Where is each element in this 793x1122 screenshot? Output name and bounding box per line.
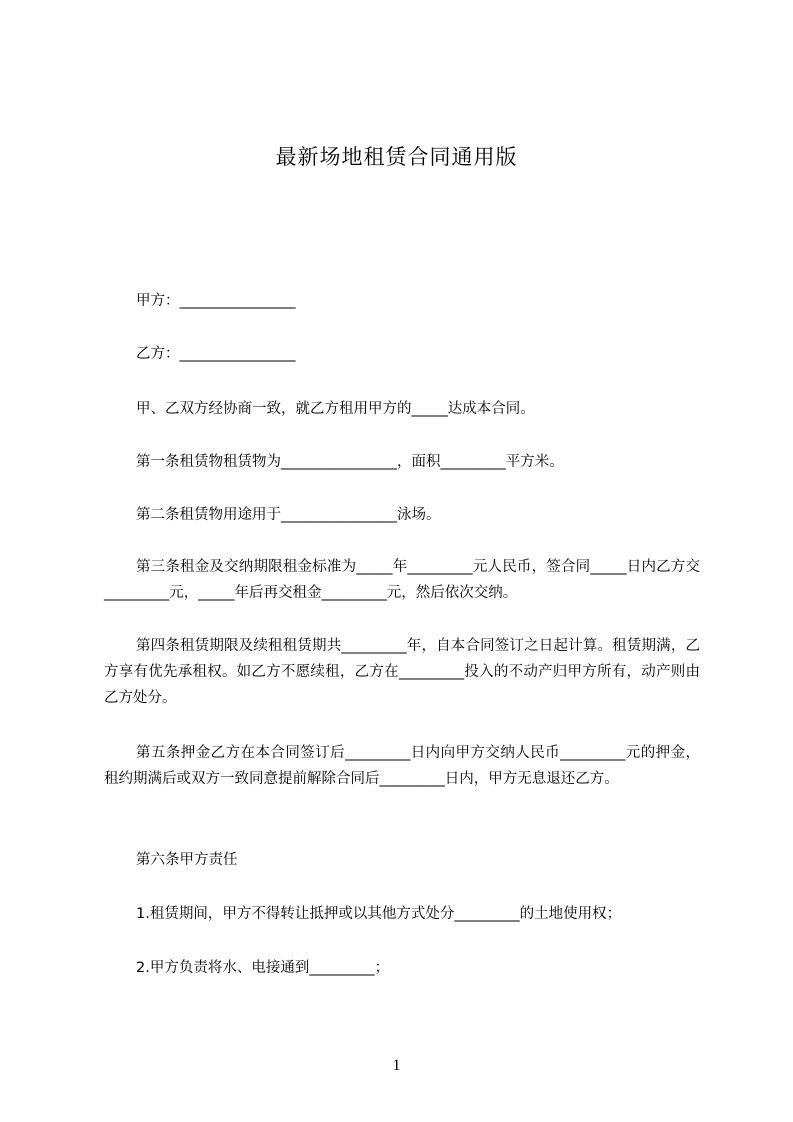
article-1-paragraph: 第一条租赁物租赁物为________________，面积_________平方米。 [136,454,564,470]
article-6-item-1: 1.租赁期间，甲方不得转让抵押或以其他方式处分_________的土地使用权； [136,906,622,922]
party-a-line: 甲方：________________ [136,293,296,309]
article-2-paragraph: 第二条租赁物用途用于________________泳场。 [136,507,441,523]
page-title: 最新场地租赁合同通用版 [275,145,518,169]
party-b-line: 乙方：________________ [136,346,296,362]
article-4-paragraph: 第四条租赁期限及续租租赁期共_________年，自本合同签订之日起计算。租赁期满，乙方享有优先承租权。如乙方不愿续租，乙方在_________投入的不动产归甲方所有，动产则由乙方处分。 [104,638,700,706]
page-number: 1 [392,1057,401,1074]
article-6-item-2: 2.甲方负责将水、电接通到_________； [136,960,390,976]
article-6-heading: 第六条甲方责任 [136,852,238,868]
article-3-paragraph: 第三条租金及交纳期限租金标准为_____年_________元人民币，签合同_____日内乙方交_________元，_____年后再交租金_________元，然后依次交纳。 [104,559,700,601]
preamble-paragraph: 甲、乙双方经协商一致，就乙方租用甲方的_____达成本合同。 [136,401,535,417]
article-5-paragraph: 第五条押金乙方在本合同签订后_________日内向甲方交纳人民币_________元的押金，租约期满后或双方一致同意提前解除合同后_________日内，甲方无息退还乙方。 [104,745,700,787]
